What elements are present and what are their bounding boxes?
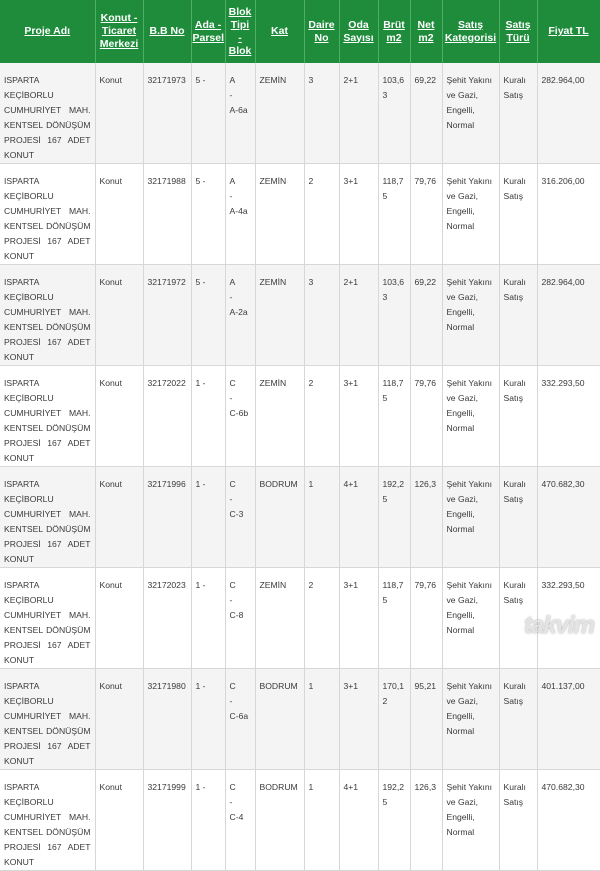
- cell-fiyat: [537, 467, 600, 568]
- cell-bbno-text: 32172023: [147, 580, 186, 590]
- cell-brut-text: 118,75: [382, 378, 404, 403]
- cell-tur-text: Kuralı Satış: [503, 681, 526, 706]
- cell-net-text: 69,22: [414, 75, 437, 85]
- column-header-line: Türü: [506, 31, 530, 44]
- cell-bbno: [143, 770, 191, 871]
- cell-net: [410, 265, 442, 366]
- column-header-line: m2: [418, 31, 434, 44]
- cell-bbno: [143, 568, 191, 669]
- cell-oda: [339, 669, 378, 770]
- cell-blok-line: -: [229, 292, 233, 302]
- cell-blok-line: C: [229, 479, 236, 489]
- cell-kategori: [442, 770, 499, 871]
- column-header-line: Net: [417, 18, 435, 31]
- column-header-line: Ada -: [194, 18, 222, 31]
- column-header-line: Blok: [228, 44, 252, 57]
- cell-blok-line: A: [229, 75, 236, 85]
- cell-oda-text: 3+1: [343, 681, 359, 691]
- cell-ada-text: 5 -: [195, 176, 206, 186]
- cell-proje-text: ISPARTA KEÇİBORLU CUMHURİYET MAH. KENTSEL DÖNÜŞÜM PROJESİ 167 ADET KONUT: [4, 479, 91, 564]
- cell-daire-text: 3: [308, 75, 314, 85]
- cell-brut-text: 192,25: [382, 782, 405, 807]
- cell-tur: [499, 265, 537, 366]
- cell-daire: [304, 366, 339, 467]
- cell-daire-text: 2: [308, 580, 314, 590]
- cell-brut: [378, 770, 410, 871]
- cell-bbno: [143, 366, 191, 467]
- cell-blok-line: -: [229, 393, 233, 403]
- cell-fiyat: [537, 164, 600, 265]
- cell-kat: [255, 467, 304, 568]
- column-header-kategori[interactable]: [442, 0, 499, 63]
- cell-fiyat-text: 316.206,00: [541, 176, 585, 186]
- cell-bbno-text: 32171988: [147, 176, 186, 186]
- cell-daire-text: 3: [308, 277, 314, 287]
- cell-brut: [378, 265, 410, 366]
- cell-ada-text: 1 -: [195, 479, 206, 489]
- column-header-line: Satış: [505, 18, 531, 31]
- cell-ada: [191, 669, 225, 770]
- cell-fiyat: [537, 366, 600, 467]
- cell-konut-text: Konut: [99, 75, 122, 85]
- cell-konut: [95, 164, 143, 265]
- cell-konut-text: Konut: [99, 580, 122, 590]
- cell-oda-text: 3+1: [343, 378, 359, 388]
- cell-kategori: [442, 568, 499, 669]
- column-header-line: Konut -: [100, 12, 138, 24]
- cell-brut: [378, 366, 410, 467]
- column-header-bbno[interactable]: [143, 0, 191, 63]
- cell-kategori: [442, 669, 499, 770]
- cell-kategori-text: Şehit Yakını ve Gazi, Engelli, Normal: [446, 479, 493, 534]
- cell-net-text: 126,3: [414, 782, 437, 792]
- cell-blok: [225, 770, 255, 871]
- cell-konut: [95, 63, 143, 164]
- cell-blok-line: A: [229, 277, 236, 287]
- cell-kat-text: ZEMİN: [259, 75, 287, 85]
- cell-ada: [191, 63, 225, 164]
- column-header-line: Sayısı: [343, 31, 374, 44]
- column-header-line: Kat: [271, 25, 288, 37]
- cell-blok-line: -: [229, 595, 233, 605]
- cell-tur-text: Kuralı Satış: [503, 378, 526, 403]
- cell-ada-text: 1 -: [195, 378, 206, 388]
- cell-tur-text: Kuralı Satış: [503, 782, 526, 807]
- cell-tur: [499, 669, 537, 770]
- cell-ada: [191, 366, 225, 467]
- cell-fiyat: [537, 63, 600, 164]
- cell-blok: [225, 265, 255, 366]
- cell-ada-text: 1 -: [195, 782, 206, 792]
- cell-kat-text: ZEMİN: [259, 378, 287, 388]
- cell-blok-line: -: [229, 494, 233, 504]
- cell-ada: [191, 467, 225, 568]
- column-header-net[interactable]: [410, 0, 442, 63]
- cell-kat-text: ZEMİN: [259, 176, 287, 186]
- cell-net-text: 69,22: [414, 277, 437, 287]
- cell-tur: [499, 63, 537, 164]
- cell-oda: [339, 265, 378, 366]
- cell-net-text: 126,3: [414, 479, 437, 489]
- cell-konut-text: Konut: [99, 176, 122, 186]
- cell-fiyat-text: 282.964,00: [541, 75, 585, 85]
- cell-blok: [225, 568, 255, 669]
- cell-bbno-text: 32171973: [147, 75, 186, 85]
- column-header-line: Merkezi: [99, 38, 139, 50]
- cell-ada-text: 1 -: [195, 580, 206, 590]
- cell-tur: [499, 164, 537, 265]
- cell-bbno-text: 32171999: [147, 782, 186, 792]
- cell-blok-line: -: [229, 90, 233, 100]
- cell-net: [410, 164, 442, 265]
- cell-ada: [191, 568, 225, 669]
- cell-daire: [304, 63, 339, 164]
- cell-proje: [0, 669, 95, 770]
- column-header-fiyat[interactable]: [537, 0, 600, 63]
- cell-bbno: [143, 467, 191, 568]
- cell-proje-text: ISPARTA KEÇİBORLU CUMHURİYET MAH. KENTSEL DÖNÜŞÜM PROJESİ 167 ADET KONUT: [4, 277, 91, 362]
- cell-blok-line: C: [229, 681, 236, 691]
- cell-kategori: [442, 366, 499, 467]
- table-row: [0, 770, 600, 871]
- cell-brut: [378, 63, 410, 164]
- cell-daire-text: 2: [308, 378, 314, 388]
- cell-proje-text: ISPARTA KEÇİBORLU CUMHURİYET MAH. KENTSEL DÖNÜŞÜM PROJESİ 167 ADET KONUT: [4, 75, 91, 160]
- cell-oda-text: 3+1: [343, 580, 359, 590]
- cell-daire-text: 1: [308, 681, 314, 691]
- cell-net: [410, 467, 442, 568]
- cell-kategori-text: Şehit Yakını ve Gazi, Engelli, Normal: [446, 277, 493, 332]
- cell-blok: [225, 164, 255, 265]
- cell-konut: [95, 669, 143, 770]
- column-header-line: Brüt: [383, 18, 405, 31]
- cell-fiyat: [537, 265, 600, 366]
- cell-brut: [378, 164, 410, 265]
- cell-oda: [339, 467, 378, 568]
- column-header-line: Parsel: [192, 31, 225, 44]
- cell-oda-text: 4+1: [343, 782, 359, 792]
- cell-blok-line: C: [229, 378, 236, 388]
- cell-blok-line: C-6a: [229, 711, 249, 721]
- brand-watermark: [524, 612, 594, 640]
- table-header-row: [0, 0, 600, 63]
- cell-net-text: 79,76: [414, 378, 437, 388]
- cell-proje: [0, 164, 95, 265]
- cell-oda: [339, 568, 378, 669]
- cell-kategori: [442, 265, 499, 366]
- cell-konut: [95, 265, 143, 366]
- cell-proje: [0, 366, 95, 467]
- cell-ada: [191, 265, 225, 366]
- cell-kat: [255, 669, 304, 770]
- cell-bbno-text: 32171972: [147, 277, 186, 287]
- cell-kat-text: ZEMİN: [259, 580, 287, 590]
- table-row: [0, 568, 600, 669]
- cell-oda: [339, 164, 378, 265]
- cell-konut: [95, 467, 143, 568]
- cell-blok-line: C-3: [229, 509, 244, 519]
- cell-blok-line: -: [229, 191, 233, 201]
- cell-proje: [0, 568, 95, 669]
- cell-kat: [255, 164, 304, 265]
- cell-brut-text: 103,63: [382, 277, 405, 302]
- column-header-line: No: [314, 31, 329, 44]
- cell-brut: [378, 568, 410, 669]
- column-header-line: Fiyat TL: [548, 25, 589, 37]
- cell-tur-text: Kuralı Satış: [503, 176, 526, 201]
- cell-blok: [225, 63, 255, 164]
- cell-oda-text: 3+1: [343, 176, 359, 186]
- cell-proje-text: ISPARTA KEÇİBORLU CUMHURİYET MAH. KENTSEL DÖNÜŞÜM PROJESİ 167 ADET KONUT: [4, 681, 91, 766]
- cell-kat: [255, 770, 304, 871]
- cell-net: [410, 770, 442, 871]
- cell-kategori-text: Şehit Yakını ve Gazi, Engelli, Normal: [446, 782, 493, 837]
- cell-blok-line: A: [229, 176, 236, 186]
- cell-blok-line: -: [229, 797, 233, 807]
- column-header-oda[interactable]: [339, 0, 378, 63]
- cell-bbno-text: 32171980: [147, 681, 186, 691]
- cell-kat: [255, 265, 304, 366]
- cell-brut-text: 118,75: [382, 580, 404, 605]
- cell-net: [410, 568, 442, 669]
- column-header-line: Ticaret: [101, 25, 137, 37]
- cell-proje-text: ISPARTA KEÇİBORLU CUMHURİYET MAH. KENTSEL DÖNÜŞÜM PROJESİ 167 ADET KONUT: [4, 782, 91, 867]
- cell-blok-line: A-6a: [229, 105, 248, 115]
- cell-kategori-text: Şehit Yakını ve Gazi, Engelli, Normal: [446, 378, 493, 433]
- column-header-line: Oda: [348, 18, 369, 31]
- table-row: [0, 669, 600, 770]
- table-row: [0, 366, 600, 467]
- cell-daire: [304, 467, 339, 568]
- cell-kategori-text: Şehit Yakını ve Gazi, Engelli, Normal: [446, 176, 493, 231]
- column-header-line: -: [238, 31, 242, 44]
- cell-daire: [304, 770, 339, 871]
- column-header-konut[interactable]: [95, 0, 143, 63]
- column-header-line: m2: [386, 31, 402, 44]
- cell-fiyat-text: 470.682,30: [541, 782, 585, 792]
- cell-blok-line: A-4a: [229, 206, 248, 216]
- cell-oda-text: 2+1: [343, 277, 359, 287]
- column-header-kat[interactable]: [255, 0, 304, 63]
- table-row: [0, 467, 600, 568]
- cell-daire: [304, 265, 339, 366]
- cell-daire-text: 1: [308, 782, 314, 792]
- cell-tur: [499, 770, 537, 871]
- cell-kategori-text: Şehit Yakını ve Gazi, Engelli, Normal: [446, 580, 493, 635]
- column-header-brut[interactable]: [378, 0, 410, 63]
- cell-konut: [95, 366, 143, 467]
- cell-blok-line: C: [229, 580, 236, 590]
- cell-konut-text: Konut: [99, 782, 122, 792]
- cell-net-text: 79,76: [414, 176, 437, 186]
- cell-blok-line: C: [229, 782, 236, 792]
- cell-proje: [0, 770, 95, 871]
- column-header-line: Proje Adı: [24, 25, 71, 37]
- cell-ada: [191, 164, 225, 265]
- column-header-line: Daire: [308, 18, 335, 31]
- table-row: [0, 63, 600, 164]
- cell-kat: [255, 568, 304, 669]
- cell-tur: [499, 467, 537, 568]
- cell-net: [410, 63, 442, 164]
- cell-fiyat-text: 332.293,50: [541, 580, 585, 590]
- cell-proje: [0, 467, 95, 568]
- cell-tur: [499, 366, 537, 467]
- cell-brut: [378, 669, 410, 770]
- cell-ada-text: 5 -: [195, 75, 206, 85]
- column-header-line: Kategorisi: [444, 31, 497, 44]
- cell-oda: [339, 366, 378, 467]
- cell-net: [410, 669, 442, 770]
- cell-kat-text: BODRUM: [259, 479, 298, 489]
- cell-kategori: [442, 164, 499, 265]
- column-header-proje[interactable]: [0, 0, 95, 63]
- cell-tur-text: Kuralı Satış: [503, 75, 526, 100]
- cell-brut: [378, 467, 410, 568]
- cell-kat: [255, 63, 304, 164]
- cell-bbno: [143, 265, 191, 366]
- table-body: [0, 63, 600, 871]
- cell-blok-line: A-2a: [229, 307, 248, 317]
- cell-konut-text: Konut: [99, 681, 122, 691]
- cell-brut-text: 192,25: [382, 479, 405, 504]
- cell-net-text: 79,76: [414, 580, 437, 590]
- cell-daire-text: 1: [308, 479, 314, 489]
- column-header-line: Tipi: [230, 18, 250, 31]
- cell-blok-line: C-6b: [229, 408, 249, 418]
- cell-net: [410, 366, 442, 467]
- cell-bbno: [143, 669, 191, 770]
- cell-blok: [225, 366, 255, 467]
- cell-oda: [339, 770, 378, 871]
- column-header-line: Blok: [228, 5, 252, 18]
- column-header-line: Satış: [457, 18, 484, 31]
- column-header-ada[interactable]: [191, 0, 225, 63]
- cell-fiyat-text: 401.137,00: [541, 681, 585, 691]
- cell-fiyat-text: 332.293,50: [541, 378, 585, 388]
- cell-konut-text: Konut: [99, 277, 122, 287]
- cell-brut-text: 103,63: [382, 75, 405, 100]
- cell-ada-text: 5 -: [195, 277, 206, 287]
- column-header-line: B.B No: [149, 25, 185, 37]
- cell-proje: [0, 265, 95, 366]
- cell-blok: [225, 669, 255, 770]
- cell-konut-text: Konut: [99, 378, 122, 388]
- cell-fiyat-text: 282.964,00: [541, 277, 585, 287]
- cell-oda-text: 2+1: [343, 75, 359, 85]
- cell-kat-text: BODRUM: [259, 681, 298, 691]
- cell-brut-text: 118,75: [382, 176, 404, 201]
- cell-bbno: [143, 164, 191, 265]
- cell-kat-text: ZEMİN: [259, 277, 287, 287]
- cell-konut: [95, 568, 143, 669]
- cell-kategori-text: Şehit Yakını ve Gazi, Engelli, Normal: [446, 681, 493, 736]
- cell-kategori: [442, 467, 499, 568]
- watermark-logo-text: takvim: [523, 612, 594, 639]
- cell-blok-line: -: [229, 696, 233, 706]
- cell-blok-line: C-8: [229, 610, 244, 620]
- cell-blok-line: C-4: [229, 812, 244, 822]
- cell-blok: [225, 467, 255, 568]
- column-header-blok[interactable]: [225, 0, 255, 63]
- cell-kat-text: BODRUM: [259, 782, 298, 792]
- cell-proje-text: ISPARTA KEÇİBORLU CUMHURİYET MAH. KENTSEL DÖNÜŞÜM PROJESİ 167 ADET KONUT: [4, 580, 91, 665]
- table-row: [0, 164, 600, 265]
- cell-daire: [304, 164, 339, 265]
- cell-ada-text: 1 -: [195, 681, 206, 691]
- cell-oda-text: 4+1: [343, 479, 359, 489]
- cell-ada: [191, 770, 225, 871]
- cell-bbno-text: 32171996: [147, 479, 186, 489]
- cell-proje: [0, 63, 95, 164]
- cell-kat: [255, 366, 304, 467]
- cell-konut: [95, 770, 143, 871]
- cell-brut-text: 170,12: [382, 681, 405, 706]
- cell-daire-text: 2: [308, 176, 314, 186]
- cell-daire: [304, 669, 339, 770]
- cell-kategori-text: Şehit Yakını ve Gazi, Engelli, Normal: [446, 75, 493, 130]
- cell-tur-text: Kuralı Satış: [503, 479, 526, 504]
- cell-oda: [339, 63, 378, 164]
- cell-bbno: [143, 63, 191, 164]
- cell-konut-text: Konut: [99, 479, 122, 489]
- cell-tur-text: Kuralı Satış: [503, 580, 526, 605]
- column-header-tur[interactable]: [499, 0, 537, 63]
- cell-net-text: 95,21: [414, 681, 437, 691]
- cell-kategori: [442, 63, 499, 164]
- cell-daire: [304, 568, 339, 669]
- cell-fiyat: [537, 770, 600, 871]
- cell-fiyat: [537, 669, 600, 770]
- cell-tur-text: Kuralı Satış: [503, 277, 526, 302]
- cell-proje-text: ISPARTA KEÇİBORLU CUMHURİYET MAH. KENTSEL DÖNÜŞÜM PROJESİ 167 ADET KONUT: [4, 378, 91, 463]
- table-row: [0, 265, 600, 366]
- cell-proje-text: ISPARTA KEÇİBORLU CUMHURİYET MAH. KENTSEL DÖNÜŞÜM PROJESİ 167 ADET KONUT: [4, 176, 91, 261]
- column-header-daire[interactable]: [304, 0, 339, 63]
- cell-fiyat-text: 470.682,30: [541, 479, 585, 489]
- cell-bbno-text: 32172022: [147, 378, 186, 388]
